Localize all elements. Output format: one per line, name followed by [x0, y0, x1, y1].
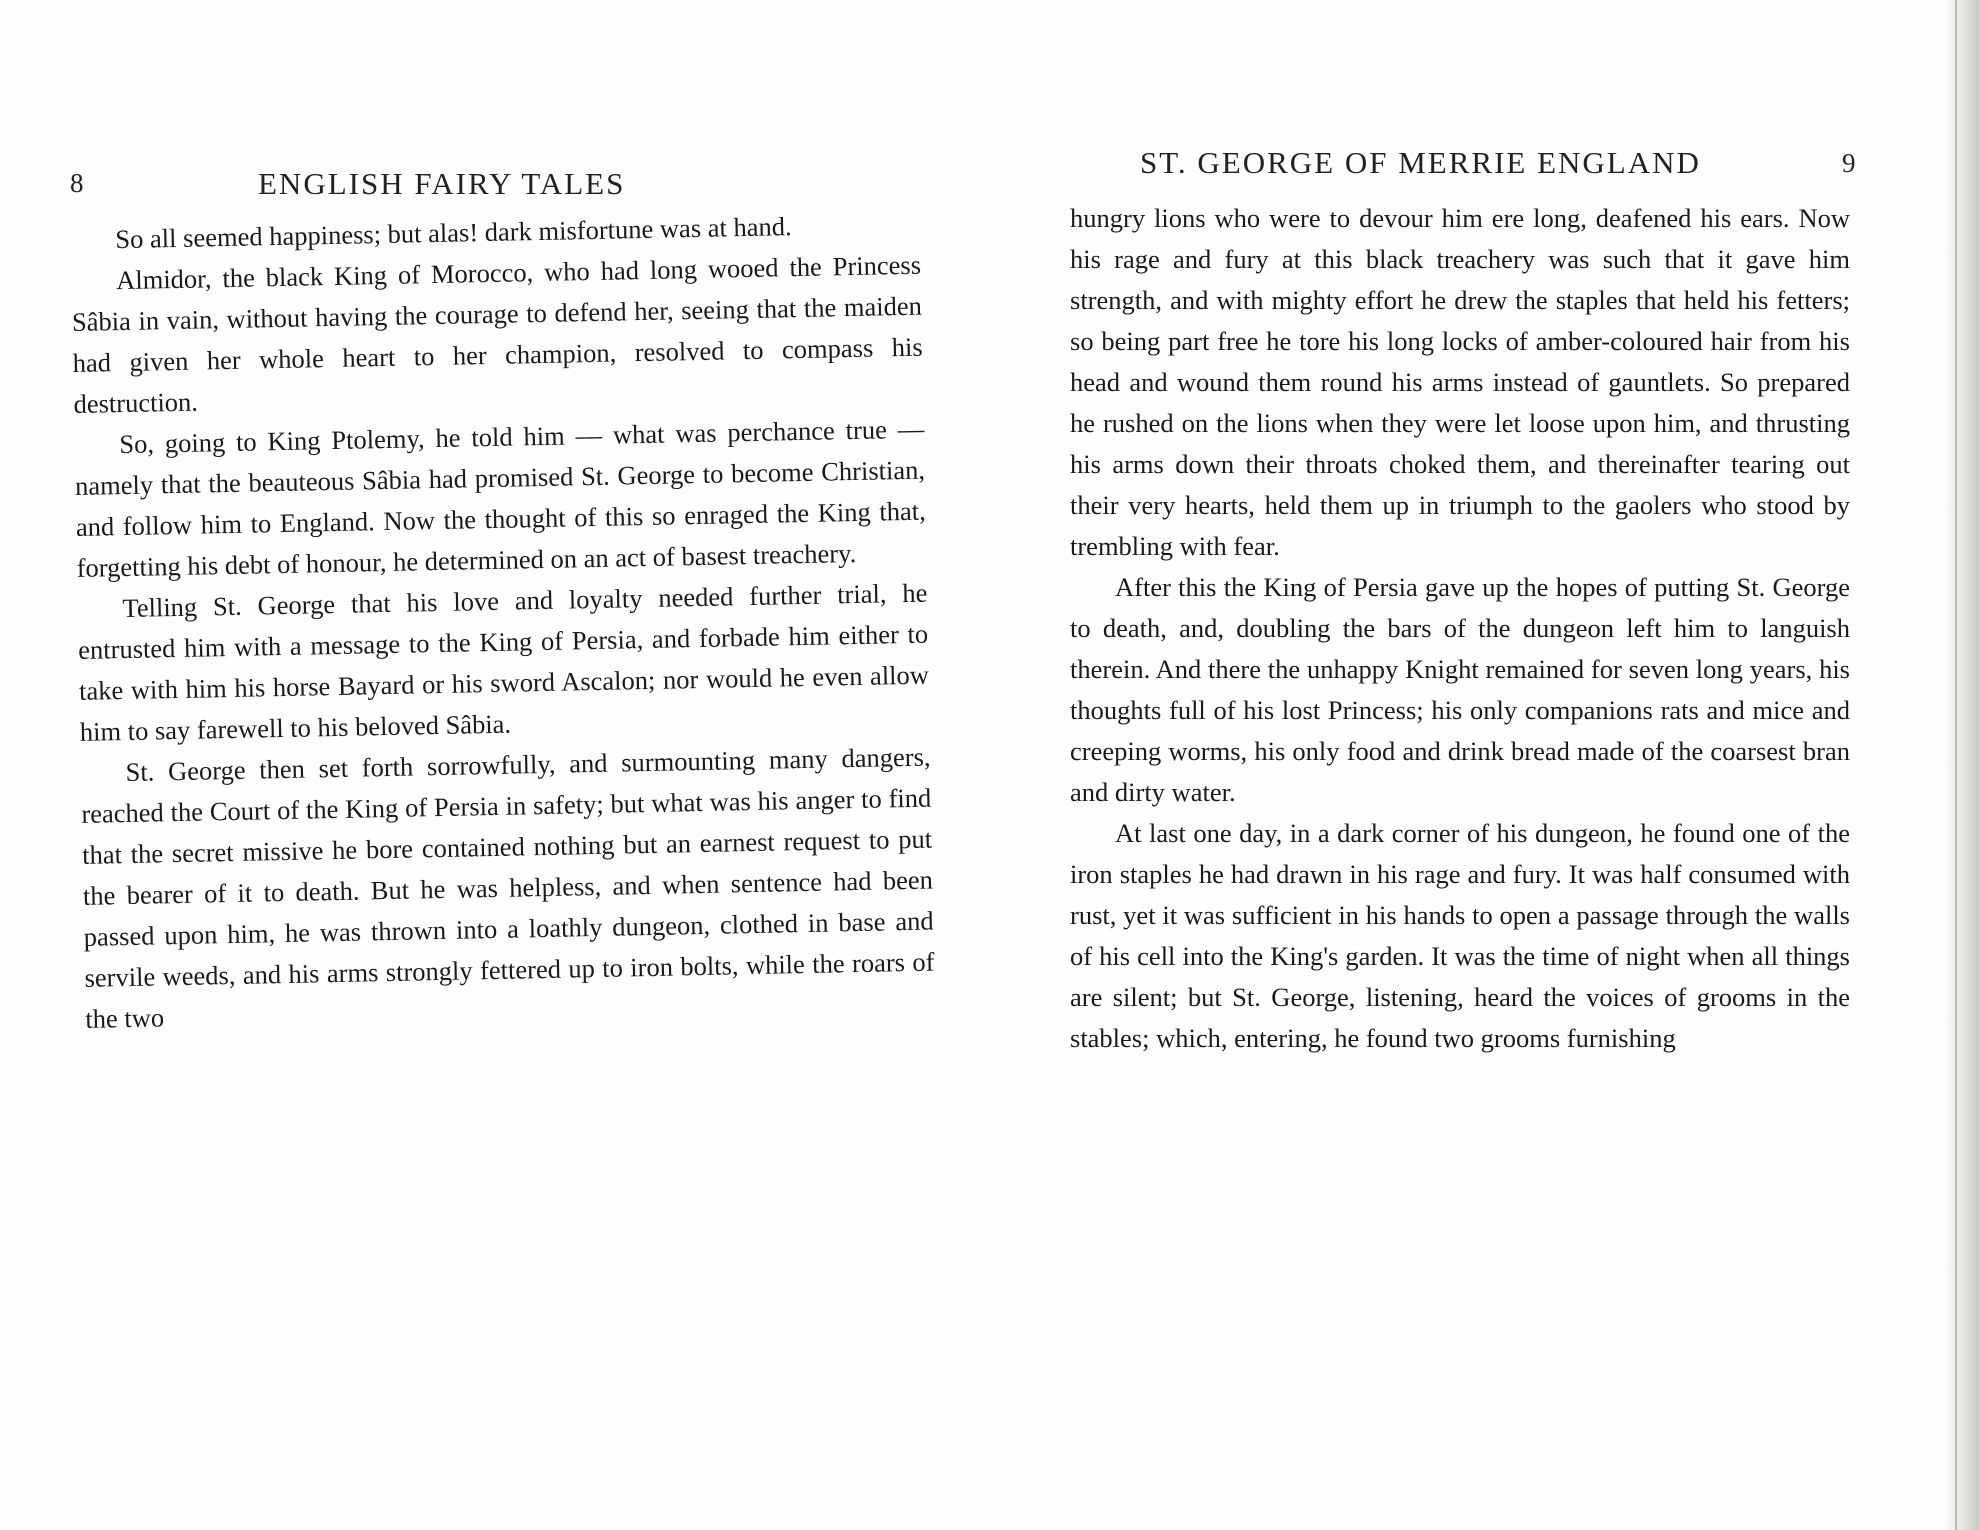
page-edge-line — [1955, 0, 1957, 1530]
paragraph: So, going to King Ptolemy, he told him — what was perchance true — namely that the beauteous Sâbia had promised St. George to become Christian, and follow him to England. Now the thought of this so enraged the King that, forgetting his debt of honour, he determined on an act of basest treachery. — [74, 413, 927, 583]
right-page — [990, 0, 1979, 1530]
paragraph: So all seemed happiness; but alas! dark misfortune was at hand. — [115, 211, 792, 255]
page-number: 9 — [1842, 148, 1856, 178]
page-edge-shadow — [1948, 0, 1979, 1530]
continued-paragraph: hungry lions who were to devour him ere long, deafened his ears. Now his rage and fury at this black treachery was such that it gave him strength, and with mighty effort he drew the staples that held his fetters; so being part free he tore his long locks of amber-coloured hair from his head and wound them round his arms instead of gauntlets. So prepared he rushed on the lions when they were let loose upon him, and thrusting his arms down their throats choked them, and thereinafter tearing out their very hearts, held them up in triumph to the gaolers who stood by trembling with fear. — [1070, 203, 1850, 561]
paragraph: At last one day, in a dark corner of his dungeon, he found one of the iron staples he had drawn in his rage and fury. It was half consumed with rust, yet it was sufficient in his hands to open a passage through the walls of his cell into the King's garden. It was the time of night when all things are silent; but St. George, listening, heard the voices of grooms in the stables; which, entering, he found two grooms furnishing — [1070, 818, 1850, 1053]
paragraph: After this the King of Persia gave up the hopes of putting St. George to death, and, doubling the bars of the dungeon left him to languish therein. And there the unhappy Knight remained for seven long years, his thoughts full of his lost Princess; his only companions rats and mice and creeping worms, his only food and drink bread made of the coarsest bran and dirty water. — [1070, 572, 1850, 807]
running-head: ENGLISH FAIRY TALES — [258, 166, 626, 201]
paragraph: Almidor, the black King of Morocco, who had long wooed the Princess Sâbia in vain, without having the courage to defend her, seeing that the maiden had given her whole heart to her champion, resolved to compass his destruction. — [71, 249, 923, 419]
page-number: 8 — [70, 168, 84, 198]
running-head: ST. GEORGE OF MERRIE ENGLAND — [1140, 145, 1701, 180]
paragraph: St. George then set forth sorrowfully, and surmounting many dangers, reached the Court of the King of Persia in safety; but what was his anger to find that the secret missive he bore contained nothing but an earnest request to put the bearer of it to death. But he was helpless, and when sentence had been passed upon him, he was thrown into a loathly dungeon, clothed in base and servile weeds, and his arms strongly fettered up to iron bolts, while the roars of the two — [81, 741, 935, 1034]
body-text — [1070, 198, 1850, 1059]
body-text — [70, 204, 936, 1040]
paragraph: Telling St. George that his love and loyalty needed further trial, he entrusted him with a message to the King of Persia, and forbade him either to take with him his horse Bayard or his sword Ascalon; nor would he even allow him to say farewell to his beloved Sâbia. — [77, 577, 930, 747]
